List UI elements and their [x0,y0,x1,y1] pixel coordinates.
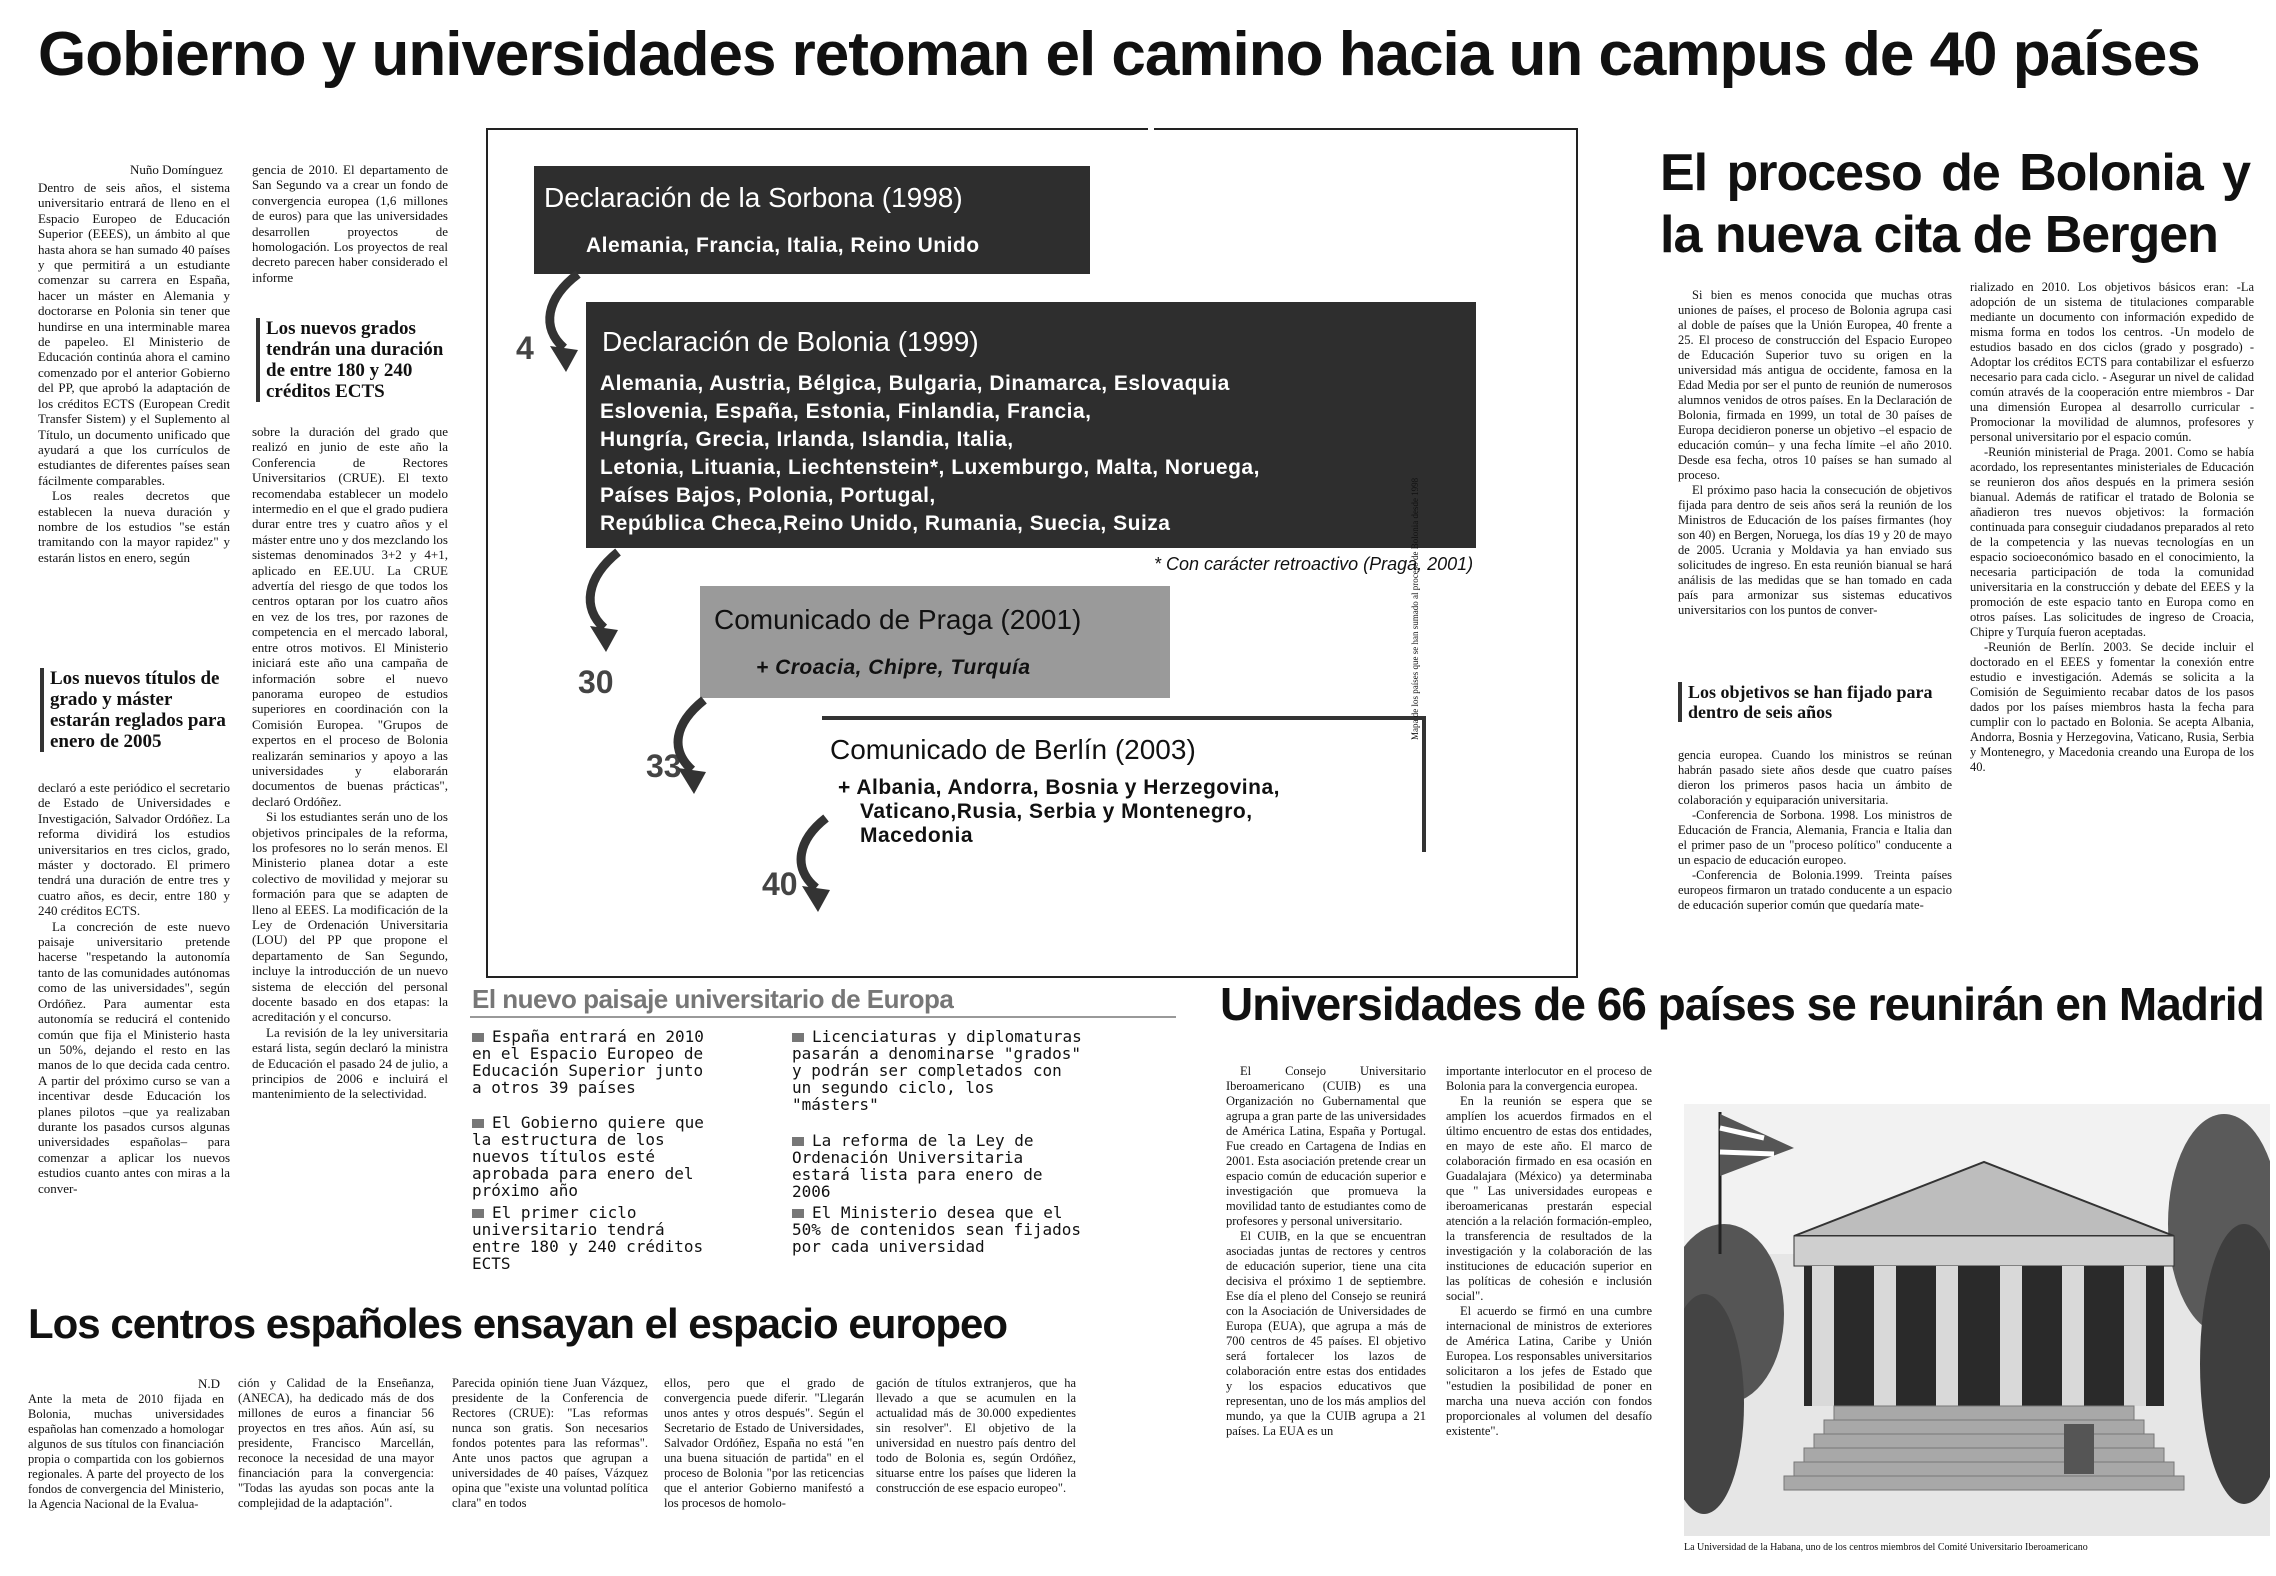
centros-col2 [238,1376,434,1511]
statue [2064,1424,2094,1474]
paragraph: ellos, pero que el grado de convergencia puede diferir. "Llegarán unos antes y otros después". Según el Secretario de Estado de Universidades, Salvador Ordóñez, España no está "en una buena situación de partida" en el proceso de Bolonia "por las reticencias que el anterior Gobierno manifestó a los procesos de homolo- [664,1376,864,1510]
bolonia-headline [1660,142,2250,266]
praga-countries: + Croacia, Chipre, Turquía [756,656,1031,679]
headline-line: El proceso de Bolonia y [1660,144,2250,202]
paragraph: Si los estudiantes serán uno de los objetivos principales de la reforma, los profesores no lo serán menos. El Ministerio planea dotar a este colectivo de movilidad y mejorar su formación para que se adapten de lleno al EEES. La modificación de la Ley de Ordenación Universitaria (LOU) del PP que propone el departamento de San Segundo, incluye la introducción de un nuevo sistema de elección del personal docente basado en dos etapas: la acreditación y el concurso. [252,809,448,1025]
country-line: Macedonia [860,824,974,847]
madrid-col2 [1446,1064,1652,1439]
centros-col3 [452,1376,648,1511]
paragraph: La revisión de la ley universitaria estará lista, según declaró la ministra de Educación el pasado 24 de julio, a principios de 2006 e incluirá el mantenimiento de la selectividad. [252,1024,448,1102]
bolonia-col1-cont [1678,748,1952,913]
flow-arrows [486,128,1186,928]
photo-caption: La Universidad de la Habana, uno de los centros miembros del Comité Universitario Iberoamericano [1684,1542,2088,1553]
paragraph: declaró a este periódico el secretario de Estado de Universidades e Investigación, Salvador Ordóñez. La reforma dividirá los estudios universitarios en tres ciclos, grado, máster y doctorado. El primero tendrá una duración de entre tres y cuatro años, es decir, entre 180 y 240 créditos ECTS. [38,780,230,919]
country-line: Eslovenia, España, Estonia, Finlandia, Francia, [600,400,1092,423]
country-line: Letonia, Lituania, Liechtenstein*, Luxemburgo, Malta, Noruega, [600,456,1260,479]
country-line: Vaticano,Rusia, Serbia y Montenegro, [860,800,1253,823]
main-headline: Gobierno y universidades retoman el camino hacia un campus de 40 países [38,20,2200,89]
pull-quote: Los nuevos grados tendrán una duración de entre 180 y 240 créditos ECTS [256,318,450,402]
bolonia-title: Declaración de Bolonia (1999) [602,326,979,357]
byline: N.D [198,1376,221,1391]
pull-quote: Los objetivos se han fijado para dentro de seis años [1678,682,1948,722]
arrow-icon [590,552,618,628]
left-article-col1-cont [38,780,230,1196]
country-line: Países Bajos, Polonia, Portugal, [600,484,936,507]
headline-line: la nueva cita de Bergen [1660,206,2218,264]
diagram-side-caption: Mapa de los países que se han sumado al proceso de Bolonia desde 1998 [1410,477,1420,740]
centros-headline: Los centros españoles ensayan el espacio europeo [28,1300,1008,1347]
madrid-headline: Universidades de 66 países se reunirán en Madrid [1220,978,2264,1030]
paragraph: Parecida opinión tiene Juan Vázquez, presidente de la Conferencia de Rectores (CRUE): "Las reformas nunca son gratis. Son necesarios fondos potentes para las reformas". Ante unos pactos que agrupan a universidades de 40 países, Vázquez opina que "existe una voluntad política clara" en todos [452,1376,648,1510]
university-photo [1684,1104,2270,1536]
bolonia-col2 [1970,280,2254,775]
byline: Nuño Domínguez [130,162,223,177]
sidebar-item: España entrará en 2010 en el Espacio Europeo de Educación Superior junto a otros 39 países [472,1027,704,1097]
paragraph: sobre la duración del grado que realizó en junio de este año la Conferencia de Rectores Universitarios (CRUE). El texto recomendaba establecer un modelo intermedio en el que el grado pudiera durar entre tres y cuatro años y el máster entre uno y dos mezclando los sistemas denominados 3+2 y 4+1, aplicado en EE.UU. La CRUE advertía del riesgo de que todos los centros optaran por los cuatro años en vez de los tres, por razones de competencia en el mercado laboral, entre otros motivos. El Ministerio iniciará este año una campaña de información sobre el nuevo panorama europeo de estudios superiores en coordinación con la Comisión Europea. "Grupos de expertos en el proceso de Bolonia realizarán seminarios y apoyo a las universidades y elaborarán documentos de buenas prácticas", declaró Ordóñez. [252,424,448,809]
arrow-icon [550,274,578,348]
bullet-icon [472,1209,484,1218]
paragraph: Ante la meta de 2010 fijada en Bolonia, muchas universidades españolas han comenzado a homologar algunos de sus títulos con financiación propia o compartida con los gobiernos regionales. A parte del proyecto de los fondos de convergencia del Ministerio, la Agencia Nacional de la Evalua- [28,1392,224,1511]
berlin-title: Comunicado de Berlín (2003) [830,734,1196,765]
paragraph: gación de títulos extranjeros, que ha llevado a que se acumulen en la actualidad más de 30.000 expedientes sin resolver". El objetivo de la universidad en nuestro país dentro del todo de Bolonia es, según Ordóñez, situarse entre los países que lideren la construcción de ese espacio europeo". [876,1376,1076,1495]
arrow-icon [801,818,826,888]
madrid-col1 [1226,1064,1426,1439]
paragraph: Si bien es menos conocida que muchas otras uniones de países, el proceso de Bolonia agrupa casi al doble de países que la Unión Europea, 40 frente a 25. El proceso de construcción del Espacio Europeo de Educación Superior tuvo su origen en la universidad más antigua de occidente, famosa en la Edad Media por ser el punto de reunión de numerosos alumnos venidos de otros países. En la Declaración de Bolonia, firmada en 1999, un total de 30 países de Europa decidieron ponerse un objetivo –el espacio de educación común– y una fecha límite –el año 2010. Desde esa fecha, otros 10 países se han sumado al proceso. [1678,288,1952,482]
paragraph: La concreción de este nuevo paisaje universitario pretende hacerse "respetando la autonomía tanto de las comunidades autónomas como de las universidades", según Ordóñez. Para aumentar esta autonomía se reducirá el contenido común que fija el Ministerio hasta un 50%, dejando el resto en las manos de lo que decida cada centro. A partir del próximo curso se van a incentivar desde Educación los planes pilotos –que ya realizaban durante los pasados cursos algunas universidades españolas– para comenzar a aplicar los nuevos estudios cuanto antes con miras a la conver- [38,918,230,1196]
sidebar-rule [470,1016,1176,1018]
paragraph: -Reunión ministerial de Praga. 2001. Como se había acordado, los representantes ministeriales de Educación se reunieron dos años después en la primera sesión bianual. Además de ratificar el tratado de Bolonia se añadieron tres nuevos objetivos: la formación continuada para conseguir ciudadanos preparados al reto de la competencia y las nuevas tecnologías en un espacio socioeconómico basado en el conocimiento, la necesaria participación de toda la comunidad universitaria en la construcción y debate del EEES y la promoción de este espacio tanto en Europa como en otros países. Las solicitudes de ingreso de Croacia, Chipre y Turquía fueron aceptadas. [1970,445,2254,639]
bullet-icon [792,1137,804,1146]
bullet-icon [792,1033,804,1042]
arrow-head-icon [802,886,830,912]
paragraph: En la reunión se espera que se amplíen los acuerdos firmados en el último encuentro de estas dos entidades, en mayo de este año. El marco de colaboración firmado en esa ocasión en Guadalajara (México) ya determinaba que " Las universidades europeas e iberoamericanas prestarán especial atención a la relación formación-empleo, la transferencia de resultados de la investigación y la colaboración de las instituciones de educación superior en las políticas de cohesión e inclusión social". [1446,1094,1652,1303]
centros-col5 [876,1376,1076,1496]
paragraph: -Conferencia de Sorbona. 1998. Los ministros de Educación de Francia, Alemania, Francia e Italia dan el primer paso de un "proceso político" conducente a un espacio de educación europeo. [1678,808,1952,867]
sidebar-item: El Gobierno quiere que la estructura de los nuevos títulos esté aprobada para enero del próximo año [472,1113,704,1200]
bullet-icon [472,1033,484,1042]
left-article-col2-cont [252,424,448,1102]
count-label: 40 [762,866,798,902]
paragraph: El CUIB, en la que se encuentran asociadas juntas de rectores y centros de educación superior, tiene una cita decisiva el próximo 1 de septiembre. Ese día el pleno del Consejo se reunirá con la Asociación de Universidades de Europa (EUA), que agrupa a más de 700 centros de 45 países. El objetivo será fortalecer los lazos de colaboración entre estas dos entidades y los espacios educativos que representan, uno de los más amplios del mundo, ya que la CUIB agrupa a 21 países. La EUA es un [1226,1229,1426,1438]
paragraph: gencia europea. Cuando los ministros se reúnan habrán pasado siete años desde que cuatro países dieron los primeros pasos hacia un ámbito de colaboración y equiparación universitaria. [1678,748,1952,807]
left-article-col1 [38,180,230,565]
centros-col1 [28,1392,224,1512]
left-article-col2 [252,162,448,285]
paragraph: ción y Calidad de la Enseñanza, (ANECA), ha dedicado más de dos millones de euros a financiar 56 proyectos en tres años. Aún así, su presidente, Francisco Marcellán, reconoce la necesidad de una mayor financiación para la convergencia: "Todas las ayudas son pocas ante la complejidad de la adaptación". [238,1376,434,1510]
sidebar-title: El nuevo paisaje universitario de Europa [472,984,954,1014]
paragraph: gencia de 2010. El departamento de San Segundo va a crear un fondo de convergencia europea (1,6 millones de euros) para que las universidades desarrollen proyectos de homologación. Los proyectos de real decreto parecen haber considerado el informe [252,162,448,285]
country-line: + Albania, Andorra, Bosnia y Herzegovina, [838,776,1280,799]
paragraph: El acuerdo se firmó en una cumbre internacional de ministros de exteriores de América Latina, Caribe y Unión Europea. Los responsables universitarios solicitaron a los jefes de Estado que "estudien la posibilidad de poner en marcha una nueva acción con fondos proporcionales al volumen del desafío existente". [1446,1304,1652,1438]
arrow-head-icon [590,626,618,652]
paragraph: El próximo paso hacia la consecución de objetivos fijada para dentro de seis años será la reunión de los Ministros de Educación de los países firmantes (hoy son 40) en Bergen, Noruega, los días 19 y 20 de mayo de 2005. Ucrania y Moldavia ya han enviado sus solicitudes de ingreso. En esta reunión bianual se hará análisis de las medidas que se han tomado en cada país para armonizar sus sistemas educativos universitarios con los puntos de conver- [1678,483,1952,617]
country-line: Alemania, Austria, Bélgica, Bulgaria, Dinamarca, Eslovaquia [600,372,1230,395]
paragraph: rializado en 2010. Los objetivos básicos eran: -La adopción de un sistema de titulaciones comparable mediante un documento con información expedido de misma forma en todos los centros. -Un modelo de estudios basado en dos ciclos (grado y posgrado) -Adoptar los créditos ECTS para contabilizar el esfuerzo necesario para cada ciclo. - Asegurar un nivel de calidad común através de la cooperación entre miembros - Dar una dimensión Europea al desarrollo curricular -Promocionar la movilidad de alumnos, profesores y personal universitario por el espacio común. [1970,280,2254,444]
praga-title: Comunicado de Praga (2001) [714,604,1082,635]
arrow-icon [678,700,704,770]
sidebar-item: Licenciaturas y diplomaturas pasarán a denominarse "grados" y podrán ser completados con un segundo ciclo, los "másters" [792,1027,1082,1114]
bullet-icon [792,1209,804,1218]
retroactive-note: * Con carácter retroactivo (Praga, 2001) [1154,554,1474,574]
count-label: 33 [646,748,682,784]
staircase [1784,1406,2184,1490]
sorbona-countries: Alemania, Francia, Italia, Reino Unido [586,234,980,257]
centros-col4 [664,1376,864,1511]
count-label: 4 [516,330,534,366]
paragraph: importante interlocutor en el proceso de Bolonia para la convergencia europea. [1446,1064,1652,1093]
sidebar-item: El Ministerio desea que el 50% de contenidos sean fijados por cada universidad [792,1203,1081,1256]
paragraph: -Reunión de Berlín. 2003. Se decide incluir el doctorado en el EEES y fomentar la conexión entre estudio e investigación. Además se solicita a la Comisión de Seguimiento recabar datos de los pasos dados por los países miembros hasta la fecha para cumplir con lo pactado en Bolonia. Se acepta Albania, Andorra, Bosnia y Herzegovina, Vaticano, Rusia, Serbia y Montenegro, y Macedonia creando una Europa de los 40. [1970,640,2254,774]
paragraph: Dentro de seis años, el sistema universitario entrará de lleno en el Espacio Europeo de Educación Superior (EEES), un ámbito al que hasta ahora se han sumado 40 países y que permitirá a un estudiante comenzar su carrera en España, hacer un máster en Alemania y doctorarse en Polonia sin tener que hundirse en una interminable marea de papeleo. El Ministerio de Educación continúa ahora el camino comenzado por el anterior Gobierno del PP, que aprobó la adaptación de los créditos ECTS (European Credit Transfer Sistem) y el Suplemento al Título, un documento unificado que ayudará a que los currículos de estudiantes de diferentes países sean fácilmente comparables. [38,180,230,488]
pull-quote: Los nuevos títulos de grado y máster estarán reglados para enero de 2005 [40,668,230,752]
country-line: República Checa,Reino Unido, Rumania, Suecia, Suiza [600,512,1171,535]
bullet-icon [472,1119,484,1128]
sidebar-item: El primer ciclo universitario tendrá entre 180 y 240 créditos ECTS [472,1203,704,1273]
arrow-head-icon [678,768,706,794]
count-label: 30 [578,664,614,700]
country-line: Hungría, Grecia, Irlanda, Islandia, Italia, [600,428,1014,451]
sorbona-title: Declaración de la Sorbona (1998) [544,182,963,213]
arrow-head-icon [550,346,578,372]
bolonia-col1 [1678,288,1952,618]
paragraph: -Conferencia de Bolonia.1999. Treinta países europeos firmaron un tratado conducente a un espacio de educación superior común que quedaría mate- [1678,868,1952,912]
paragraph: Los reales decretos que establecen la nueva duración y nombre de los estudios "se están tramitando con la mayor rapidez" y estarán listos en enero, según [38,488,230,565]
sidebar-item: La reforma de la Ley de Ordenación Universitaria estará lista para enero de 2006 [792,1131,1043,1201]
paragraph: El Consejo Universitario Iberoamericano (CUIB) es una Organización no Gubernamental que agrupa a gran parte de las universidades de América Latina, España y Portugal. Fue creado en Cartagena de Indias en 2001. Esta asociación pretende crear un espacio común de educación superior e investigación que promueva la movilidad tanto de estudiantes como de profesores y personal universitario. [1226,1064,1426,1228]
